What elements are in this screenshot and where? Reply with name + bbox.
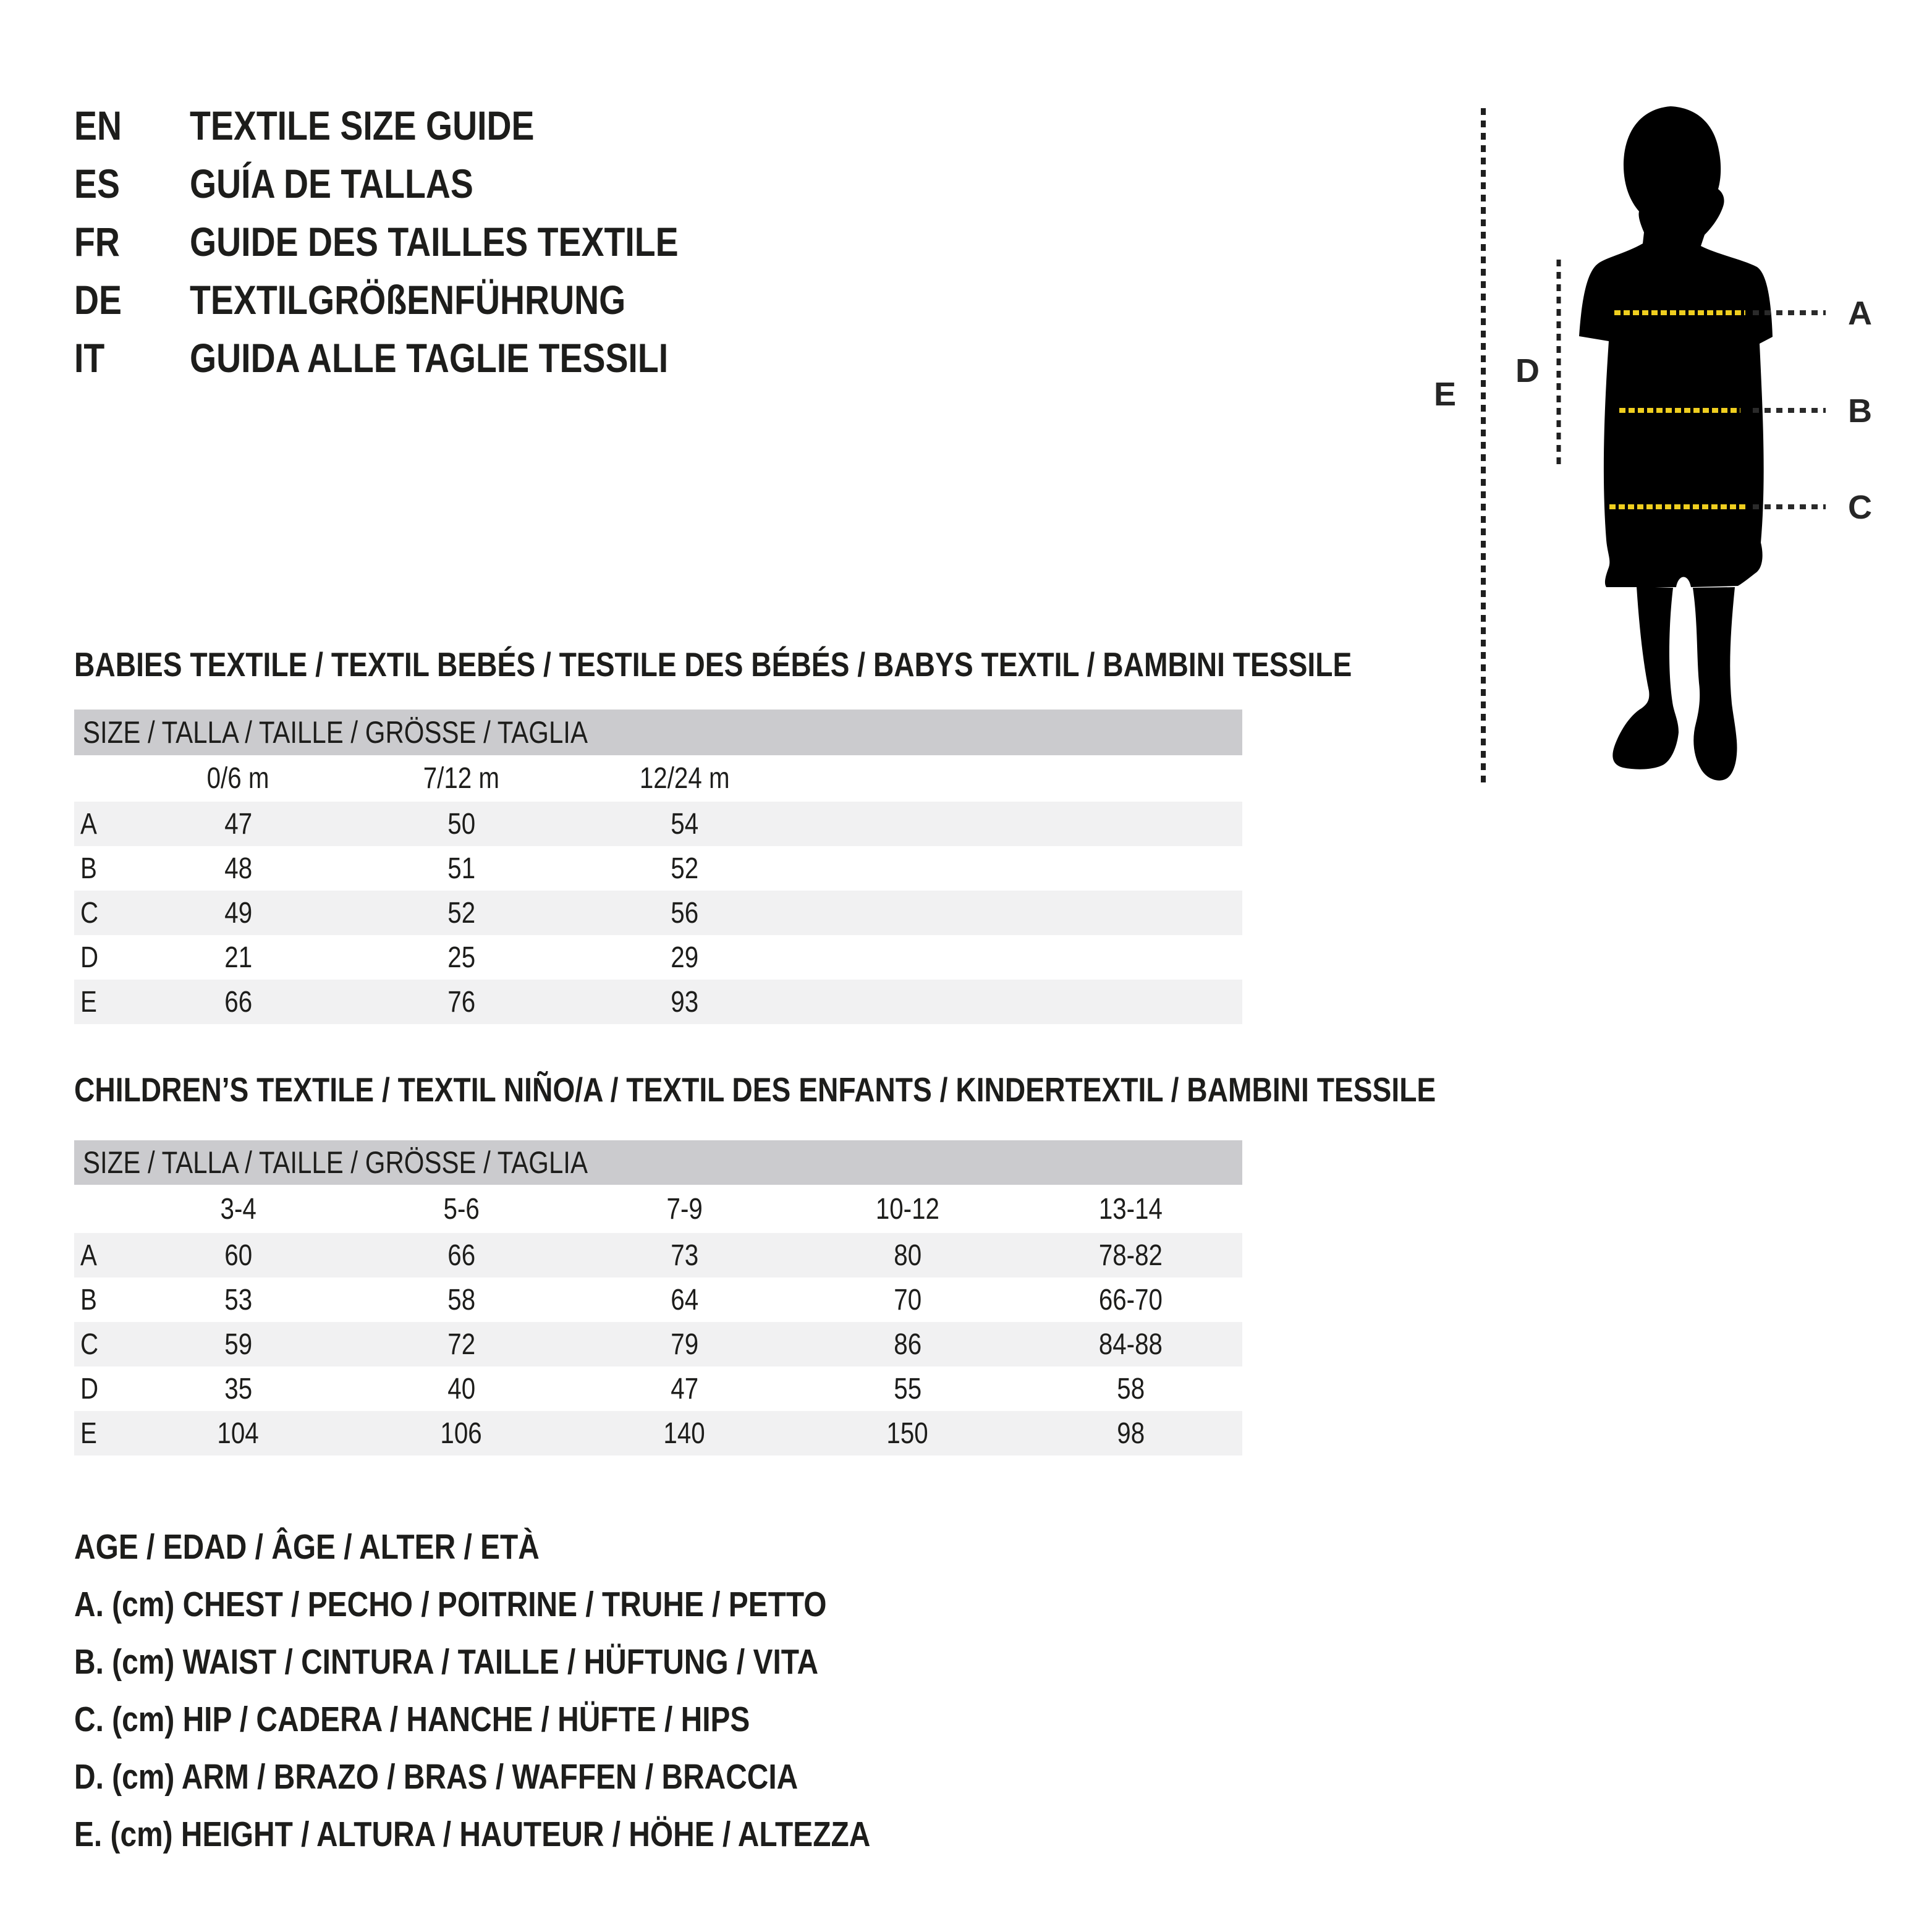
- row-label: B: [80, 1283, 97, 1316]
- language-title-block: [74, 96, 771, 387]
- table-cell: 55: [894, 1372, 922, 1405]
- table-row: [74, 980, 1242, 1024]
- row-label: E: [80, 985, 97, 1019]
- table-cell: 66: [447, 1239, 475, 1272]
- column-header: 3-4: [220, 1192, 256, 1226]
- row-label: D: [80, 1372, 99, 1405]
- language-code: IT: [74, 335, 105, 381]
- row-label: A: [80, 807, 97, 841]
- figure-label-e: E: [1434, 376, 1457, 413]
- row-label: C: [80, 896, 99, 930]
- row-label: E: [80, 1417, 97, 1450]
- table-cell: 52: [447, 896, 475, 930]
- size-header-bar: SIZE / TALLA / TAILLE / GRÖSSE / TAGLIA: [74, 710, 1242, 755]
- column-header: 7/12 m: [423, 762, 500, 795]
- language-code: DE: [74, 277, 122, 323]
- language-title: GUÍA DE TALLAS: [190, 161, 473, 206]
- table-cell: 21: [224, 941, 252, 974]
- column-header: 12/24 m: [639, 762, 730, 795]
- table-row: [74, 935, 1242, 980]
- language-title: TEXTILGRÖßENFÜHRUNG: [190, 277, 626, 323]
- child-measurement-figure: [1409, 87, 1932, 803]
- legend-line-height: E. (cm) HEIGHT / ALTURA / HAUTEUR / HÖHE / ALTEZZA: [74, 1815, 871, 1854]
- language-title: TEXTILE SIZE GUIDE: [190, 103, 535, 148]
- table-cell: 47: [224, 807, 252, 841]
- legend-line-arm: D. (cm) ARM / BRAZO / BRAS / WAFFEN / BRACCIA: [74, 1757, 799, 1797]
- table-cell: 64: [671, 1283, 698, 1316]
- table-cell: 52: [671, 852, 698, 885]
- legend-line-hip: C. (cm) HIP / CADERA / HANCHE / HÜFTE / HIPS: [74, 1700, 750, 1739]
- figure-label-b: B: [1848, 392, 1872, 430]
- table-cell: 80: [894, 1239, 922, 1272]
- legend-line-age: AGE / EDAD / ÂGE / ALTER / ETÀ: [74, 1527, 540, 1567]
- language-code: FR: [74, 219, 120, 265]
- babies-section-heading: BABIES TEXTILE / TEXTIL BEBÉS / TESTILE DES BÉBÉS / BABYS TEXTIL / BAMBINI TESSILE: [74, 645, 1352, 684]
- language-code: EN: [74, 103, 122, 148]
- table-row: [74, 1277, 1242, 1322]
- children-size-table: [74, 1140, 1242, 1455]
- language-row: [74, 271, 771, 329]
- language-row: [74, 329, 771, 387]
- children-section-heading: CHILDREN’S TEXTILE / TEXTIL NIÑO/A / TEXTIL DES ENFANTS / KINDERTEXTIL / BAMBINI TESSILE: [74, 1070, 1436, 1109]
- table-cell: 47: [671, 1372, 698, 1405]
- table-cell: 59: [224, 1328, 252, 1361]
- table-cell: 73: [671, 1239, 698, 1272]
- table-cell: 40: [447, 1372, 475, 1405]
- table-row: [74, 891, 1242, 935]
- table-cell: 48: [224, 852, 252, 885]
- table-cell: 78-82: [1098, 1239, 1163, 1272]
- child-silhouette-right-leg: [1693, 587, 1737, 781]
- table-cell: 35: [224, 1372, 252, 1405]
- table-cell: 84-88: [1098, 1328, 1163, 1361]
- table-cell: 140: [663, 1417, 706, 1450]
- table-row: [74, 1233, 1242, 1277]
- table-cell: 66-70: [1098, 1283, 1163, 1316]
- child-silhouette-left-leg: [1612, 587, 1679, 769]
- table-cell: 86: [894, 1328, 922, 1361]
- table-cell: 150: [886, 1417, 929, 1450]
- measurement-legend: [74, 1519, 1022, 1863]
- figure-label-d: D: [1515, 352, 1540, 389]
- table-cell: 106: [440, 1417, 483, 1450]
- table-row: [74, 1322, 1242, 1366]
- table-cell: 56: [671, 896, 698, 930]
- table-cell: 54: [671, 807, 698, 841]
- legend-line-waist: B. (cm) WAIST / CINTURA / TAILLE / HÜFTUNG / VITA: [74, 1642, 819, 1682]
- row-label: D: [80, 941, 99, 974]
- size-header-bar: SIZE / TALLA / TAILLE / GRÖSSE / TAGLIA: [74, 1140, 1242, 1185]
- language-row: [74, 155, 771, 213]
- table-cell: 60: [224, 1239, 252, 1272]
- table-cell: 25: [447, 941, 475, 974]
- column-header: 7-9: [666, 1192, 703, 1226]
- row-label: A: [80, 1239, 97, 1272]
- table-cell: 50: [447, 807, 475, 841]
- row-label: C: [80, 1328, 99, 1361]
- table-cell: 72: [447, 1328, 475, 1361]
- table-cell: 66: [224, 985, 252, 1019]
- figure-label-c: C: [1848, 489, 1872, 526]
- column-header: 0/6 m: [207, 762, 269, 795]
- table-cell: 98: [1117, 1417, 1145, 1450]
- table-cell: 51: [447, 852, 475, 885]
- babies-column-header-row: [74, 755, 1242, 802]
- row-label: B: [80, 852, 97, 885]
- table-cell: 58: [447, 1283, 475, 1316]
- table-cell: 76: [447, 985, 475, 1019]
- table-cell: 49: [224, 896, 252, 930]
- language-title: GUIDA ALLE TAGLIE TESSILI: [190, 335, 669, 381]
- column-header: 10-12: [875, 1192, 940, 1226]
- table-cell: 29: [671, 941, 698, 974]
- table-row: [74, 1366, 1242, 1411]
- child-silhouette-body: [1579, 106, 1773, 587]
- language-row: [74, 213, 771, 271]
- table-row: [74, 846, 1242, 891]
- table-cell: 70: [894, 1283, 922, 1316]
- language-code: ES: [74, 161, 120, 206]
- legend-line-chest: A. (cm) CHEST / PECHO / POITRINE / TRUHE / PETTO: [74, 1585, 827, 1624]
- babies-size-table: [74, 710, 1242, 1024]
- column-header: 13-14: [1098, 1192, 1163, 1226]
- table-cell: 58: [1117, 1372, 1145, 1405]
- figure-label-a: A: [1848, 295, 1872, 332]
- language-row: [74, 96, 771, 155]
- column-header: 5-6: [443, 1192, 480, 1226]
- table-cell: 79: [671, 1328, 698, 1361]
- children-column-header-row: [74, 1185, 1242, 1233]
- table-cell: 104: [217, 1417, 260, 1450]
- language-title: GUIDE DES TAILLES TEXTILE: [190, 219, 679, 265]
- table-row: [74, 1411, 1242, 1455]
- table-cell: 53: [224, 1283, 252, 1316]
- table-cell: 93: [671, 985, 698, 1019]
- table-row: [74, 802, 1242, 846]
